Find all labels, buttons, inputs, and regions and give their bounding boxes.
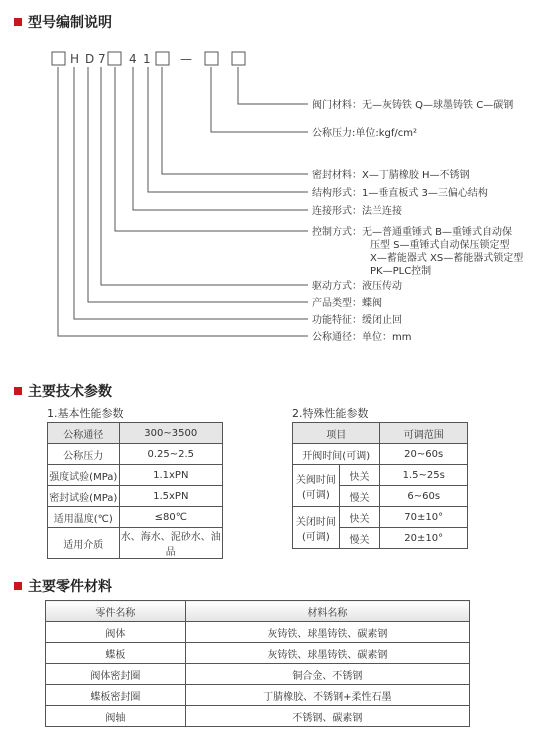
part-material: 灰铸铁、球墨铸铁、碳素钢: [185, 643, 469, 664]
special-head-item: 项目: [293, 423, 380, 444]
section-title-model: [14, 12, 112, 32]
model-code-diagram: [0, 40, 558, 350]
table-row: [293, 444, 468, 465]
basic-key: 公称通径: [48, 423, 120, 444]
leader-pressure: [211, 67, 308, 132]
basic-params-title: 1.基本性能参数: [47, 407, 124, 420]
label-function: 功能特征：缓闭止回: [312, 315, 402, 326]
special-head-range: 可调范围: [380, 423, 468, 444]
label-body-material: 阀门材料：无—灰铸铁 Q—球墨铸铁 C—碳钢: [312, 100, 514, 111]
code-box-nominal: [52, 52, 65, 65]
table-row: [46, 622, 470, 643]
code-four: 4: [129, 52, 137, 66]
leader-drive: [101, 67, 308, 285]
label-nominal: 公称通径：单位：mm: [312, 332, 412, 343]
special-ct-slow: 20±10°: [380, 528, 468, 549]
table-row: [46, 601, 470, 622]
table-row: [48, 486, 223, 507]
part-material: 灰铸铁、球墨铸铁、碳素钢: [185, 622, 469, 643]
leader-connection: [133, 67, 308, 210]
label-connection: 连接形式：法兰连接: [312, 206, 402, 217]
special-params-table: [292, 422, 468, 549]
special-fast: 快关: [339, 507, 380, 528]
red-square-icon: [14, 582, 22, 590]
table-row: [293, 465, 468, 486]
code-box-material: [232, 52, 245, 65]
special-slow: 慢关: [339, 486, 380, 507]
code-box-pressure: [205, 52, 218, 65]
code-seven: 7: [98, 52, 106, 66]
basic-value: 0.25~2.5: [119, 444, 222, 465]
table-row: [46, 664, 470, 685]
basic-value: 1.5xPN: [119, 486, 222, 507]
parts-head-material: 材料名称: [185, 601, 469, 622]
section-title-model-text: 型号编制说明: [28, 15, 112, 31]
table-row: [48, 444, 223, 465]
special-params-title: 2.特殊性能参数: [292, 407, 369, 420]
special-slow: 慢关: [339, 528, 380, 549]
basic-key: 适用介质: [48, 528, 120, 559]
label-control-4: PK—PLC控制: [370, 266, 432, 277]
basic-value: 300~3500: [119, 423, 222, 444]
part-material: 铜合金、不锈钢: [185, 664, 469, 685]
special-fast: 快关: [339, 465, 380, 486]
part-name: 阀轴: [46, 706, 186, 727]
table-row: [46, 685, 470, 706]
section-title-tech: [14, 381, 112, 401]
section-title-tech-text: 主要技术参数: [28, 384, 112, 400]
part-name: 蝶板: [46, 643, 186, 664]
basic-value: 水、海水、泥砂水、油品: [119, 528, 222, 559]
code-one: 1: [143, 52, 151, 66]
red-square-icon: [14, 387, 22, 395]
basic-key: 公称压力: [48, 444, 120, 465]
label-structure: 结构形式：1—垂直板式 3—三偏心结构: [312, 188, 488, 199]
basic-key: 强度试验(MPa): [48, 465, 120, 486]
special-close-valve-line2: (可调): [301, 489, 330, 501]
table-row: [48, 507, 223, 528]
basic-key: 适用温度(℃): [48, 507, 120, 528]
leader-nominal: [58, 67, 308, 336]
label-control-2: 压型 S—重锤式自动保压锁定型: [370, 240, 510, 251]
label-product: 产品类型：蝶阀: [312, 298, 382, 309]
label-control-3: X—蓄能器式 XS—蓄能器式锁定型: [370, 253, 524, 264]
special-open-range: 20~60s: [380, 444, 468, 465]
red-square-icon: [14, 18, 22, 26]
code-h: H: [70, 52, 80, 66]
table-row: [48, 465, 223, 486]
part-material: 丁腈橡胶、不锈钢+柔性石墨: [185, 685, 469, 706]
special-close-time-line1: 关闭时间: [295, 516, 336, 528]
label-pressure: 公称压力:单位:kgf/cm²: [312, 128, 418, 139]
basic-value: 1.1xPN: [119, 465, 222, 486]
table-row: [48, 423, 223, 444]
special-open-time: 开阀时间(可调): [293, 444, 380, 465]
special-cv-fast: 1.5~25s: [380, 465, 468, 486]
part-name: 阀体: [46, 622, 186, 643]
leader-body-material: [238, 67, 308, 104]
part-material: 不锈钢、碳素钢: [185, 706, 469, 727]
part-name: 阀体密封圈: [46, 664, 186, 685]
leader-function: [74, 67, 308, 319]
code-box-control: [108, 52, 121, 65]
label-control-1: 控制方式：无—普通重锤式 B—重锤式自动保: [312, 227, 513, 238]
part-name: 蝶板密封圈: [46, 685, 186, 706]
leader-seal: [162, 67, 308, 174]
parts-material-table: [45, 600, 470, 727]
code-d: D: [85, 52, 95, 66]
table-row: [293, 423, 468, 444]
special-ct-fast: 70±10°: [380, 507, 468, 528]
leader-product: [88, 67, 308, 302]
leader-structure: [148, 67, 308, 192]
label-drive: 驱动方式：液压传动: [312, 281, 402, 292]
table-row: [48, 528, 223, 559]
special-close-time: [293, 507, 340, 549]
code-box-seal: [156, 52, 169, 65]
basic-params-table: [47, 422, 223, 559]
code-dash: —: [180, 52, 192, 66]
section-title-parts-text: 主要零件材料: [28, 579, 112, 595]
parts-head-name: 零件名称: [46, 601, 186, 622]
special-close-valve-line1: 关阀时间: [295, 474, 336, 486]
special-cv-slow: 6~60s: [380, 486, 468, 507]
special-close-valve: [293, 465, 340, 507]
label-seal: 密封材料：X—丁腈橡胶 H—不锈钢: [312, 170, 470, 181]
basic-value: ≤80℃: [119, 507, 222, 528]
table-row: [46, 706, 470, 727]
table-row: [46, 643, 470, 664]
basic-key: 密封试验(MPa): [48, 486, 120, 507]
special-close-time-line2: (可调): [301, 531, 330, 543]
table-row: [293, 507, 468, 528]
section-title-parts: [14, 576, 112, 596]
